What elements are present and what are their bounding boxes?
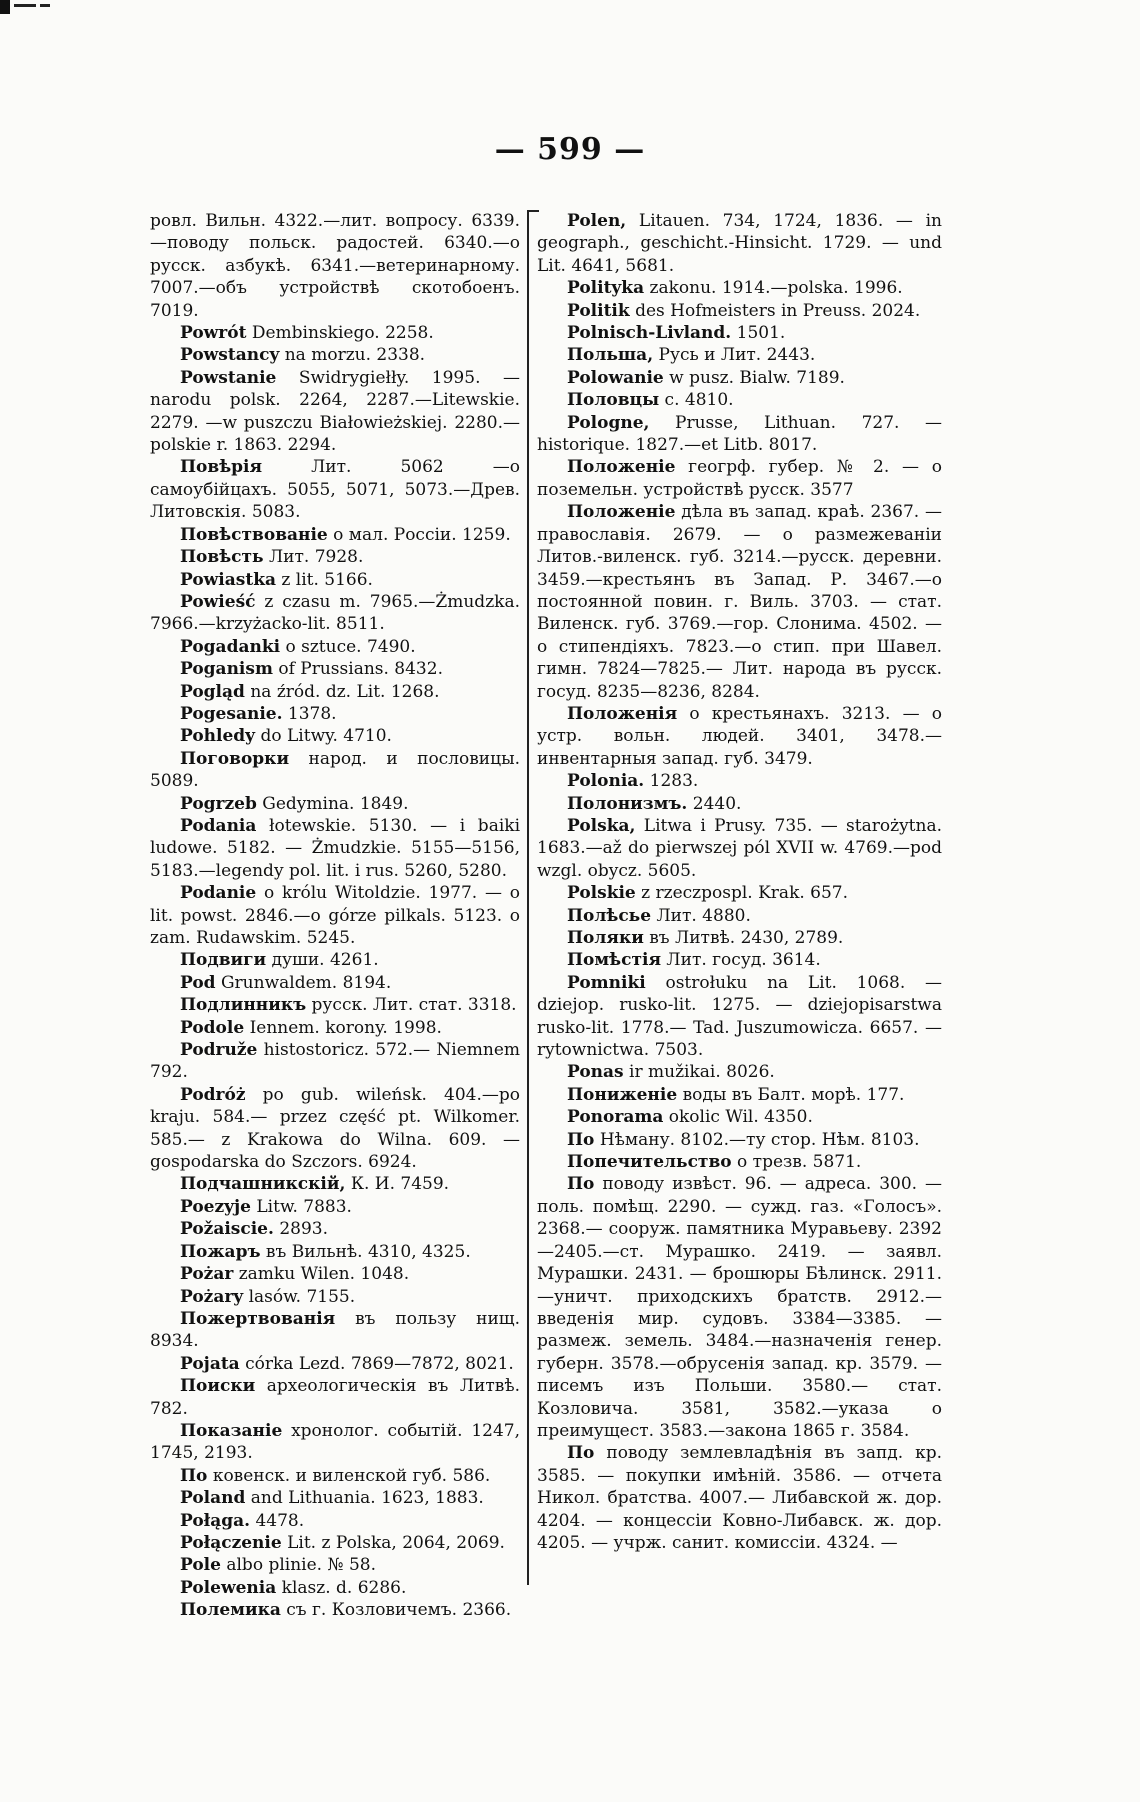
entry-references: na źród. dz. Lit. 1268. [250,681,440,702]
entry-keyword: Pogląd [180,681,245,702]
index-entry [537,322,942,344]
entry-references: 2440. [692,793,742,814]
index-columns [0,210,1140,1621]
entry-references: дѣла въ запад. краѣ. 2367. — православія. 2679. — о размежеваніи Литов.-виленск. губ. 3214.—русск. деревни. 3459.—крестьянъ въ Запад. Р. 3467.—о постоянной повин. г. Виль. 3703. — стат. Виленск. губ. 3769.—гор. Слонима. 4502. —о стипендіяхъ. 7823.—о стип. при Шавел. гимн. 7824—7825.— Лит. народа въ русск. госуд. 8235—8236, 8284. [537,502,942,702]
index-entry [150,1353,520,1375]
entry-references: съ г. Козловичемъ. 2366. [286,1600,512,1621]
index-entry [537,793,942,815]
entry-keyword: Požaiscie. [180,1219,274,1240]
entry-references: о трезв. 5871. [737,1152,862,1173]
entry-references: z rzeczpospl. Krak. 657. [641,883,849,904]
index-entry [150,1487,520,1509]
index-entry [537,501,942,703]
entry-keyword: Положеніе [567,457,676,478]
index-entry [150,344,520,366]
index-entry [150,1218,520,1240]
column-divider [527,210,529,1585]
entry-references: поводу землевладѣнія въ запд. кр. 3585. — покупки имѣній. 3586. — отчета Никол. братства. 4007.— Либавской ж. дор. 4204. — концессіи Ковно-Либавск. ж. дор. 4205. — учрж. санит. комиссіи. 4324. — [537,1443,943,1553]
index-entry [537,882,942,904]
entry-references: ковенск. и виленской губ. 586. [212,1465,491,1486]
entry-keyword: Ponorama [567,1107,664,1128]
entry-references: Swidrygiełły. 1995. — narodu polsk. 2264, 2287.—Litewskie. 2279. —w puszczu Białowieżskiej. 2280.—polskie r. 1863. 2294. [150,367,520,456]
entry-keyword: Polen, [567,211,627,231]
entry-keyword: Подчашникскій, [180,1174,346,1195]
index-entry [150,1196,520,1218]
index-entry [150,210,520,322]
index-entry [537,412,942,457]
entry-keyword: Пониженіе [567,1084,678,1105]
entry-keyword: Pojata [180,1353,240,1374]
entry-keyword: Podanie [180,883,257,904]
entry-keyword: Powstanie [180,367,277,388]
entry-references: К. И. 7459. [350,1174,450,1195]
entry-keyword: Polskie [567,883,636,904]
entry-keyword: Politik [567,300,630,321]
index-entry [537,1442,942,1554]
right-column [537,210,942,1554]
entry-keyword: По [567,1174,595,1195]
index-entry [150,524,520,546]
entry-keyword: Pogrzeb [180,793,257,814]
entry-keyword: Polewenia [180,1577,277,1598]
index-entry [150,1532,520,1554]
entry-keyword: Pomniki [567,972,646,993]
entry-references: археологическія въ Литвѣ. 782. [150,1376,521,1419]
entry-keyword: Podróż [180,1084,246,1105]
index-entry [150,1286,520,1308]
index-entry [150,1599,520,1621]
entry-keyword: Поговорки [180,748,290,769]
entry-references: w pusz. Bialw. 7189. [669,367,845,388]
entry-references: Iennem. korony. 1998. [249,1017,442,1038]
index-entry [150,367,520,457]
entry-keyword: Połączenie [180,1532,282,1553]
index-entry [537,905,942,927]
index-entry [150,681,520,703]
index-entry [150,1017,520,1039]
entry-references: народ. и пословицы. 5089. [150,748,521,792]
entry-keyword: Повѣрія [180,457,263,478]
entry-references: души. 4261. [271,950,379,971]
index-entry [537,972,942,1062]
entry-references: поводу извѣст. 96. — адреса. 300. — поль. помѣщ. 2290. — сужд. газ. «Голосъ». 2368.— сооруж. памятника Муравьеву. 2392—2405.—ст. Мурашко. 2419. — заявл. Мурашки. 2431. — брошюры Бѣлинск. 2911.—уничт. приходскихъ братств. 2912.—введенія мир. судовъ. 3384—3385. —размеж. земель. 3484.—назначенія генер. губерн. 3578.—обрусенія запад. кр. 3579. —писемъ изъ Польши. 3580.— стат. Козловича. 3581, 3582.—указа о преимущест. 3583.—закона 1865 г. 3584. [537,1174,943,1441]
entry-references: 1283. [649,771,699,792]
index-entry [537,300,942,322]
entry-keyword: Pole [180,1555,221,1576]
index-entry [537,1151,942,1173]
entry-keyword: Повѣствованіе [180,524,328,545]
entry-references: о мал. Россіи. 1259. [333,524,511,545]
index-entry [537,1129,942,1151]
entry-references: 2893. [279,1219,328,1240]
entry-keyword: Powrót [180,323,247,344]
entry-references: histostoricz. 572.— Niemnem 792. [150,1040,521,1083]
entry-references: Нѣману. 8102.—ту стор. Нѣм. 8103. [599,1129,920,1150]
entry-references: воды въ Балт. морѣ. 177. [682,1084,905,1105]
entry-references: хронолог. событій. 1247, 1745, 2193. [150,1420,521,1464]
entry-keyword: Powiastka [180,569,276,590]
index-entry [150,815,520,882]
entry-references: of Prussians. 8432. [278,659,443,680]
index-entry [150,972,520,994]
index-entry [537,815,942,882]
entry-references: Gedymina. 1849. [262,793,409,814]
entry-references: Litauen. 734, 1724, 1836. — in geograph., geschicht.-Hinsicht. 1729. — und Lit. 4641, 5681. [537,211,943,276]
index-entry [537,1061,942,1083]
entry-references: albo plinie. № 58. [226,1555,376,1576]
index-entry [150,456,520,523]
entry-references: 1501. [736,323,786,344]
index-entry [150,1375,520,1420]
entry-references: въ Литвѣ. 2430, 2789. [649,928,844,948]
entry-keyword: Подвиги [180,950,267,971]
entry-keyword: Поляки [567,928,644,948]
index-entry [150,546,520,568]
entry-references: Lit. z Polska, 2064, 2069. [287,1532,505,1553]
entry-references: córka Lezd. 7869—7872, 8021. [245,1353,514,1374]
entry-keyword: Ponas [567,1062,624,1083]
entry-keyword: Пожаръ [180,1241,261,1262]
index-entry [150,1577,520,1599]
entry-keyword: Polowanie [567,367,664,388]
index-entry [537,1084,942,1106]
index-entry [150,1241,520,1263]
entry-references: des Hofmeisters in Preuss. 2024. [635,300,921,321]
entry-keyword: По [180,1465,208,1486]
index-entry [537,456,942,501]
entry-keyword: Полонизмъ. [567,793,688,814]
index-entry [150,1308,520,1353]
index-entry [150,569,520,591]
index-entry [537,344,942,366]
entry-keyword: Подлинникъ [180,995,307,1016]
index-entry [150,1173,520,1195]
entry-keyword: Połąga. [180,1510,251,1531]
entry-keyword: Pohledy [180,726,256,747]
index-entry [150,748,520,793]
index-entry [537,277,942,299]
entry-keyword: По [567,1129,595,1150]
index-entry [537,210,942,277]
entry-references: геогрф. губер. № 2. — о поземельн. устройствѣ русск. 3577 [537,457,942,500]
index-entry [537,389,942,411]
entry-references: Лит. 5062 —о самоубійцахъ. 5055, 5071, 5073.—Древ. Литовскія. 5083. [150,457,521,523]
index-entry [537,949,942,971]
entry-references: Litw. 7883. [256,1196,352,1217]
entry-references: о крестьянахъ. 3213. — о устр. вольн. людей. 3401, 3478.—инвентарныя запад. губ. 3479. [537,703,943,769]
index-entry [150,1554,520,1576]
index-entry [150,591,520,636]
entry-references: въ Вильнѣ. 4310, 4325. [265,1241,471,1262]
entry-references: Лит. 7928. [269,547,364,568]
index-entry [150,1420,520,1465]
index-entry [150,1510,520,1532]
index-entry [150,1263,520,1285]
index-entry [150,703,520,725]
index-entry [150,322,520,344]
entry-references: Prusse, Lithuan. 727. — historique. 1827.—et Litb. 8017. [537,412,943,456]
entry-keyword: Полѣсье [567,905,652,926]
entry-keyword: Пожертвованія [180,1308,336,1329]
entry-keyword: Помѣстія [567,950,662,971]
entry-references: Лит. госуд. 3614. [666,950,821,971]
index-entry [150,725,520,747]
entry-keyword: Pogadanki [180,636,281,657]
entry-keyword: Попечительство [567,1152,732,1173]
index-entry [537,367,942,389]
index-entry [150,994,520,1016]
entry-references: Лит. 4880. [656,905,751,926]
index-entry [150,882,520,949]
entry-keyword: Podania [180,815,257,836]
entry-keyword: По [567,1443,595,1464]
index-entry [537,1106,942,1128]
entry-keyword: Podruže [180,1040,258,1061]
index-entry [537,703,942,770]
index-entry [150,1084,520,1174]
entry-references: lasów. 7155. [248,1286,356,1307]
entry-references: o sztuce. 7490. [285,636,416,657]
entry-keyword: Pożar [180,1264,234,1285]
entry-references: z lit. 5166. [281,569,373,590]
entry-references: Litwa i Prusy. 735. — starożytna. 1683.—až do pierwszej pól XVII w. 4769.—pod wzgl. obycz. 5605. [537,815,942,881]
entry-keyword: Повѣсть [180,547,264,568]
index-entry [150,949,520,971]
entry-keyword: Pożary [180,1286,244,1307]
entry-keyword: Положеніе [567,502,676,523]
entry-keyword: Podole [180,1017,245,1038]
entry-keyword: Polonia. [567,771,645,792]
entry-keyword: Polityka [567,278,645,299]
entry-keyword: Pod [180,972,216,993]
entry-references: zakonu. 1914.—polska. 1996. [649,278,903,299]
entry-references: 1378. [287,703,337,724]
entry-keyword: Поиски [180,1376,256,1397]
entry-references: na morzu. 2338. [284,345,426,366]
page-number: — 599 — [494,132,646,167]
corner-scan-mark [0,0,60,14]
entry-references: z czasu m. 7965.—Żmudzka. 7966.—krzyżacko-lit. 8511. [150,591,520,635]
entry-references: Grunwaldem. 8194. [220,972,392,993]
index-entry [537,770,942,792]
entry-keyword: Powieść [180,591,256,612]
entry-references: ir mužikai. 8026. [629,1062,775,1083]
entry-references: ровл. Вильн. 4322.—лит. вопросу. 6339. —поводу польск. радостей. 6340.—о русск. азбукѣ. 6341.—ветеринарному. 7007.—объ устройствѣ скотобоенъ. 7019. [150,211,520,321]
entry-references: 4478. [255,1510,305,1531]
entry-keyword: Poganism [180,659,273,680]
entry-keyword: Польша, [567,345,654,366]
entry-references: and Lithuania. 1623, 1883. [250,1488,484,1509]
entry-keyword: Положенія [567,703,678,724]
entry-references: po gub. wileńsk. 404.—po kraju. 584.— przez część pt. Wilkomer. 585.— z Krakowa do Wilna. 609. — gospodarska do Szczors. 6924. [150,1084,521,1173]
entry-keyword: Polnisch-Livland. [567,323,732,344]
entry-references: o królu Witoldzie. 1977. — o lit. powst. 2846.—o górze pilkals. 5123. o zam. Rudawskim. 5245. [150,883,520,948]
entry-references: okolic Wil. 4350. [668,1107,813,1128]
entry-references: zamku Wilen. 1048. [238,1264,410,1285]
entry-keyword: Powstancy [180,345,280,366]
entry-keyword: Показаніе [180,1420,283,1441]
index-entry [150,658,520,680]
entry-keyword: Pologne, [567,412,650,433]
entry-references: Русь и Лит. 2443. [658,345,816,366]
entry-references: klasz. d. 6286. [281,1577,407,1598]
index-entry [537,927,942,949]
entry-references: с. 4810. [664,390,734,411]
entry-keyword: Poezyje [180,1196,251,1217]
entry-references: do Litwy. 4710. [260,726,392,747]
index-entry [537,1173,942,1442]
entry-keyword: Pogesanie. [180,703,283,724]
entry-references: Dembinskiego. 2258. [251,323,434,344]
index-entry [150,636,520,658]
entry-keyword: Половцы [567,390,660,411]
entry-references: ostrołuku na Lit. 1068. — dziejop. rusko-lit. 1275. — dziejopisarstwa rusko-lit. 1778.— Tad. Juszumowicza. 6657. —rytownictwa. 7503. [537,972,942,1061]
index-entry [150,793,520,815]
index-entry [150,1465,520,1487]
entry-keyword: Polska, [567,815,636,836]
index-entry [150,1039,520,1084]
entry-keyword: Полемика [180,1600,281,1621]
entry-keyword: Poland [180,1488,246,1509]
left-column [150,210,520,1622]
entry-references: łotewskie. 5130. — i baiki ludowe. 5182. — Żmudzkie. 5155—5156, 5183.—legendy pol. lit. i rus. 5260, 5280. [150,815,521,881]
entry-references: русск. Лит. стат. 3318. [311,995,517,1016]
entry-references: въ пользу нищ. 8934. [150,1308,520,1352]
